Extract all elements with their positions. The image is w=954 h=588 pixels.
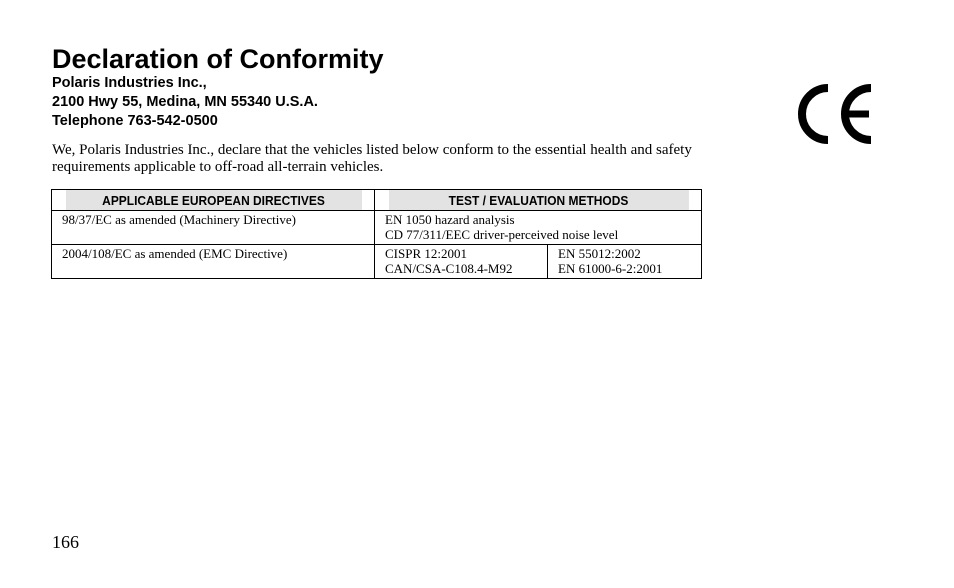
table-row: [52, 245, 702, 279]
method-line: EN 55012:2002: [558, 246, 641, 261]
company-telephone: Telephone 763-542-0500: [52, 113, 218, 129]
methods-cell: [375, 211, 702, 245]
directives-table: [51, 189, 702, 279]
methods-cell-left: [375, 245, 548, 279]
company-address: 2100 Hwy 55, Medina, MN 55340 U.S.A.: [52, 94, 318, 110]
company-name: Polaris Industries Inc.,: [52, 75, 207, 91]
directive-text: 98/37/EC as amended (Machinery Directive): [62, 212, 296, 227]
page-title: Declaration of Conformity: [52, 44, 384, 74]
header-methods: TEST / EVALUATION METHODS: [388, 190, 689, 211]
method-line: EN 1050 hazard analysis: [385, 212, 515, 227]
header-directives: APPLICABLE EUROPEAN DIRECTIVES: [64, 190, 361, 211]
methods-cell-right: [548, 245, 702, 279]
method-line: CAN/CSA-C108.4-M92: [385, 261, 513, 276]
table-header-row: [52, 190, 702, 211]
directive-cell: [52, 245, 375, 279]
page-number: 166: [52, 532, 79, 552]
table-row: [52, 211, 702, 245]
method-line: CD 77/311/EEC driver-perceived noise level: [385, 227, 619, 242]
ce-mark-logo: [797, 82, 875, 146]
company-info: [52, 74, 318, 131]
directive-cell: [52, 211, 375, 245]
method-line: CISPR 12:2001: [385, 246, 467, 261]
method-line: EN 61000-6-2:2001: [558, 261, 663, 276]
directive-text: 2004/108/EC as amended (EMC Directive): [62, 246, 288, 261]
declaration-paragraph: We, Polaris Industries Inc., declare that the vehicles listed below conform to the essential health and safety requirements applicable to off-road all-terrain vehicles.: [52, 142, 692, 175]
